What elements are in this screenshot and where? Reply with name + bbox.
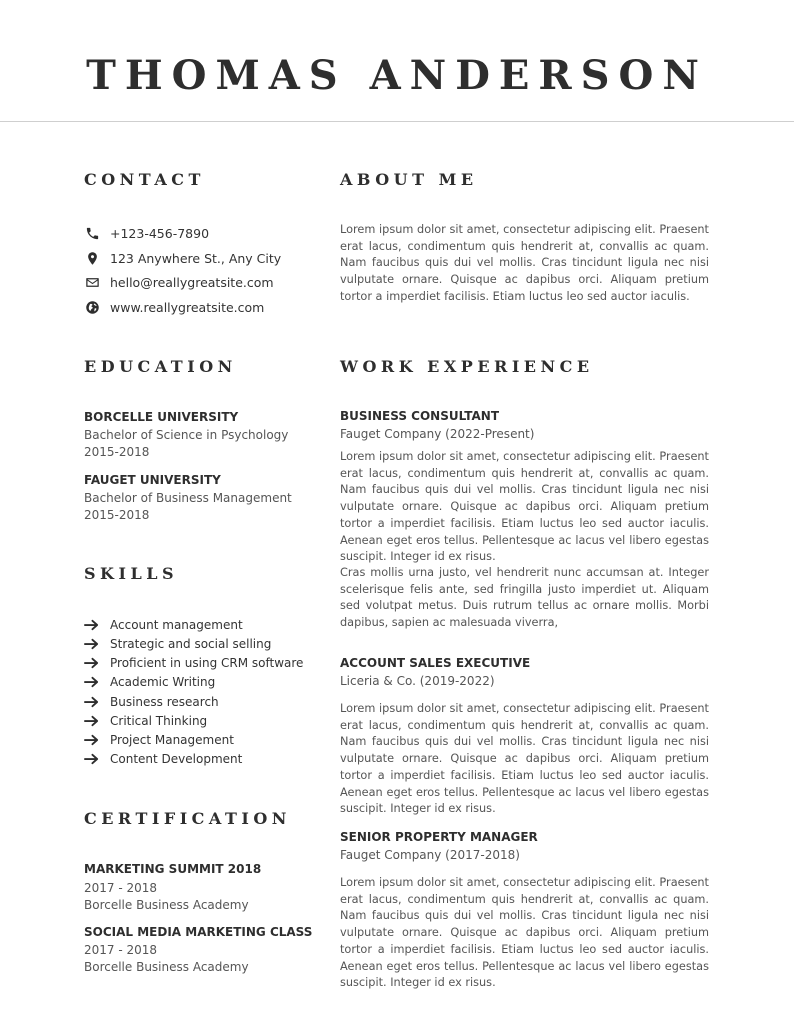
resume-name: THOMAS ANDERSON	[86, 52, 708, 99]
arrow-right-icon	[84, 753, 99, 765]
education-school: BORCELLE UNIVERSITY	[84, 410, 239, 424]
contact-phone	[84, 224, 209, 242]
education-degree: Bachelor of Business Management	[84, 491, 292, 505]
skill-label: Project Management	[110, 733, 234, 747]
skill-label: Account management	[110, 618, 243, 632]
certification-years: 2017 - 2018	[84, 881, 158, 895]
skill-label: Academic Writing	[110, 675, 216, 689]
education-years: 2015-2018	[84, 445, 150, 459]
job-title: SENIOR PROPERTY MANAGER	[340, 830, 538, 844]
skill-label: Strategic and social selling	[110, 637, 272, 651]
address-text: 123 Anywhere St., Any City	[110, 250, 282, 266]
job-description: Lorem ipsum dolor sit amet, consectetur adipiscing elit. Praesent erat lacus, condimentum quis hendrerit at, convallis ac quam. Nam faucibus quis dui vel mollis. Cras tincidunt ligula nec nisi vulputate ornare. Quisque ac dapibus orci. Aliquam pretium tortor a imperdiet facilisis. Etiam luctus leo sed auctor iaculis. Aenean eget eros tellus. Pellentesque ac lacus vel libero egestas suscipit. Integer id ex risus.	[340, 876, 709, 990]
job-company: Fauget Company (2022-Present)	[340, 427, 535, 441]
arrow-right-icon	[84, 638, 99, 650]
skill-item	[84, 693, 219, 711]
arrow-right-icon	[84, 715, 99, 727]
certification-heading: CERTIFICATION	[84, 809, 291, 828]
envelope-icon	[84, 274, 100, 290]
certification-org: Borcelle Business Academy	[84, 960, 249, 974]
skill-item	[84, 750, 242, 768]
phone-icon	[84, 225, 100, 241]
job-description: Cras mollis urna justo, vel hendrerit nunc accumsan at. Integer scelerisque felis ante, sed fringilla justo imperdiet ut. Aliquam sed volutpat metus. Duis rutrum tellus ac ornare mollis. Morbi dapibus, sapien ac malesuada viverra,	[340, 566, 709, 630]
certification-title: MARKETING SUMMIT 2018	[84, 862, 262, 876]
skill-label: Critical Thinking	[110, 714, 208, 728]
job-company: Liceria & Co. (2019-2022)	[340, 674, 495, 688]
arrow-right-icon	[84, 696, 99, 708]
job-description: Lorem ipsum dolor sit amet, consectetur adipiscing elit. Praesent erat lacus, condimentum quis hendrerit at, convallis ac quam. Nam faucibus quis dui vel mollis. Cras tincidunt ligula nec nisi vulputate ornare. Quisque ac dapibus orci. Aliquam pretium tortor a imperdiet facilisis. Etiam luctus leo sed auctor iaculis. Aenean eget eros tellus. Pellentesque ac lacus vel libero egestas suscipit. Integer id ex risus.	[340, 450, 709, 564]
skill-label: Proficient in using CRM software	[110, 656, 304, 670]
skill-item	[84, 635, 271, 653]
skill-label: Business research	[110, 695, 219, 709]
about-heading: ABOUT ME	[340, 170, 478, 189]
arrow-right-icon	[84, 734, 99, 746]
education-school: FAUGET UNIVERSITY	[84, 473, 221, 487]
globe-icon	[84, 299, 100, 315]
about-text: Lorem ipsum dolor sit amet, consectetur adipiscing elit. Praesent erat lacus, condimentum quis hendrerit at, convallis ac quam. Nam faucibus quis dui vel mollis. Cras tincidunt ligula nec nisi vulputate ornare. Quisque ac dapibus orci. Aliquam pretium tortor a imperdiet facilisis. Etiam luctus leo sed auctor iaculis.	[340, 223, 709, 303]
contact-website	[84, 298, 264, 316]
contact-email	[84, 273, 274, 291]
header-divider	[0, 121, 794, 122]
arrow-right-icon	[84, 657, 99, 669]
skill-item	[84, 673, 215, 691]
skill-item	[84, 731, 234, 749]
education-heading: EDUCATION	[84, 357, 237, 376]
job-title: BUSINESS CONSULTANT	[340, 409, 500, 423]
job-title: ACCOUNT SALES EXECUTIVE	[340, 656, 531, 670]
certification-org: Borcelle Business Academy	[84, 898, 249, 912]
certification-title: SOCIAL MEDIA MARKETING CLASS	[84, 925, 313, 939]
education-years: 2015-2018	[84, 508, 150, 522]
certification-years: 2017 - 2018	[84, 943, 158, 957]
contact-heading: CONTACT	[84, 170, 205, 189]
work-experience-heading: WORK EXPERIENCE	[340, 357, 594, 376]
email-link[interactable]: hello@reallygreatsite.com	[110, 274, 274, 290]
skill-label: Content Development	[110, 752, 243, 766]
education-degree: Bachelor of Science in Psychology	[84, 428, 289, 442]
skill-item	[84, 616, 243, 634]
website-link[interactable]: www.reallygreatsite.com	[110, 299, 265, 315]
skill-item	[84, 654, 303, 672]
arrow-right-icon	[84, 676, 99, 688]
skills-heading: SKILLS	[84, 564, 178, 583]
location-pin-icon	[84, 250, 100, 266]
contact-address	[84, 249, 281, 267]
arrow-right-icon	[84, 619, 99, 631]
phone-number: +123-456-7890	[110, 225, 210, 241]
job-company: Fauget Company (2017-2018)	[340, 848, 520, 862]
job-description: Lorem ipsum dolor sit amet, consectetur adipiscing elit. Praesent erat lacus, condimentum quis hendrerit at, convallis ac quam. Nam faucibus quis dui vel mollis. Cras tincidunt ligula nec nisi vulputate ornare. Quisque ac dapibus orci. Aliquam pretium tortor a imperdiet facilisis. Etiam luctus leo sed auctor iaculis. Aenean eget eros tellus. Pellentesque ac lacus vel libero egestas suscipit. Integer id ex risus.	[340, 702, 709, 816]
skill-item	[84, 712, 207, 730]
